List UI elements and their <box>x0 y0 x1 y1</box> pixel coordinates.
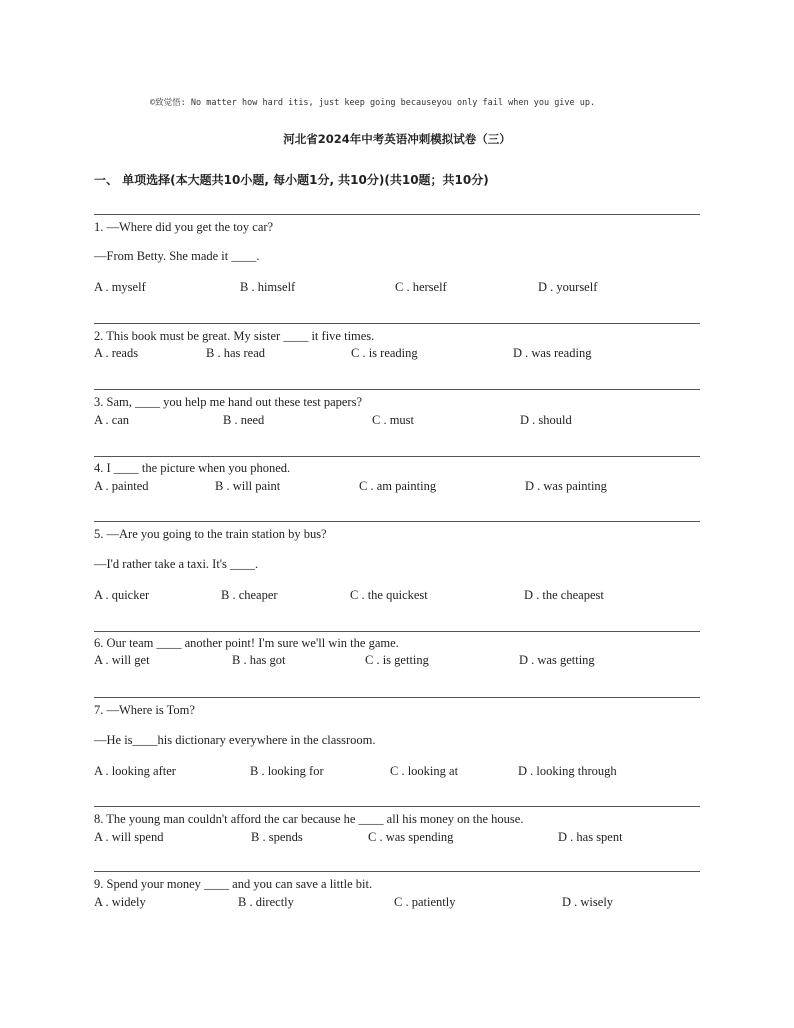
option-b[interactable]: B . will paint <box>215 479 281 493</box>
option-a[interactable]: A . will get <box>94 653 150 667</box>
question-2 <box>94 323 700 383</box>
question-7 <box>94 697 700 802</box>
question-4 <box>94 456 700 516</box>
question-1 <box>94 214 700 304</box>
question-text: 9. Spend your money ____ and you can save a little bit. <box>94 877 373 891</box>
option-b[interactable]: B . looking for <box>250 764 324 778</box>
option-d[interactable]: D . was reading <box>513 346 592 360</box>
question-text: 1. —Where did you get the toy car? <box>94 220 274 234</box>
motto-header: ©致觉悟: No matter how hard itis, just keep going becauseyou only fail when you give up. <box>150 98 596 108</box>
question-divider <box>94 871 700 872</box>
question-8 <box>94 806 700 866</box>
option-d[interactable]: D . was painting <box>525 479 607 493</box>
option-d[interactable]: D . yourself <box>538 280 598 294</box>
option-c[interactable]: C . is getting <box>365 653 429 667</box>
option-b[interactable]: B . need <box>223 413 265 427</box>
question-divider <box>94 631 700 632</box>
option-b[interactable]: B . has got <box>232 653 286 667</box>
option-d[interactable]: D . was getting <box>519 653 595 667</box>
option-d[interactable]: D . has spent <box>558 830 623 844</box>
option-a[interactable]: A . myself <box>94 280 146 294</box>
option-c[interactable]: C . was spending <box>368 830 454 844</box>
option-c[interactable]: C . patiently <box>394 895 456 909</box>
option-a[interactable]: A . can <box>94 413 130 427</box>
option-a[interactable]: A . reads <box>94 346 139 360</box>
option-a[interactable]: A . quicker <box>94 588 150 602</box>
option-c[interactable]: C . herself <box>395 280 447 294</box>
option-c[interactable]: C . the quickest <box>350 588 428 602</box>
option-a[interactable]: A . will spend <box>94 830 164 844</box>
question-3 <box>94 389 700 449</box>
question-text: 7. —Where is Tom? <box>94 703 195 717</box>
exam-title: 河北省2024年中考英语冲刺模拟试卷（三） <box>283 132 511 146</box>
option-a[interactable]: A . looking after <box>94 764 176 778</box>
option-d[interactable]: D . wisely <box>562 895 614 909</box>
question-divider <box>94 214 700 215</box>
question-divider <box>94 456 700 457</box>
option-d[interactable]: D . should <box>520 413 572 427</box>
question-text: 5. —Are you going to the train station by bus? <box>94 527 327 541</box>
question-6 <box>94 631 700 691</box>
option-d[interactable]: D . the cheapest <box>524 588 604 602</box>
question-divider <box>94 806 700 807</box>
question-reply: —I'd rather take a taxi. It's ____. <box>94 557 259 571</box>
question-text: 6. Our team ____ another point! I'm sure we'll win the game. <box>94 636 399 650</box>
question-reply: —He is____his dictionary everywhere in the classroom. <box>94 733 376 747</box>
question-divider <box>94 389 700 390</box>
question-divider <box>94 697 700 698</box>
option-c[interactable]: C . is reading <box>351 346 418 360</box>
question-divider <box>94 323 700 324</box>
question-text: 3. Sam, ____ you help me hand out these test papers? <box>94 395 362 409</box>
option-b[interactable]: B . himself <box>240 280 296 294</box>
question-text: 2. This book must be great. My sister ____ it five times. <box>94 329 375 343</box>
option-c[interactable]: C . looking at <box>390 764 459 778</box>
section-heading: 一、 单项选择(本大题共10小题, 每小题1分, 共10分)(共10题；共10分) <box>94 173 489 187</box>
question-9 <box>94 871 700 931</box>
question-divider <box>94 521 700 522</box>
option-c[interactable]: C . must <box>372 413 415 427</box>
option-b[interactable]: B . spends <box>251 830 303 844</box>
option-c[interactable]: C . am painting <box>359 479 437 493</box>
question-5 <box>94 521 700 626</box>
option-a[interactable]: A . painted <box>94 479 149 493</box>
option-b[interactable]: B . cheaper <box>221 588 278 602</box>
option-b[interactable]: B . directly <box>238 895 294 909</box>
option-d[interactable]: D . looking through <box>518 764 617 778</box>
option-a[interactable]: A . widely <box>94 895 146 909</box>
question-reply: —From Betty. She made it ____. <box>94 249 260 263</box>
question-text: 8. The young man couldn't afford the car because he ____ all his money on the house. <box>94 812 524 826</box>
question-text: 4. I ____ the picture when you phoned. <box>94 461 291 475</box>
option-b[interactable]: B . has read <box>206 346 266 360</box>
